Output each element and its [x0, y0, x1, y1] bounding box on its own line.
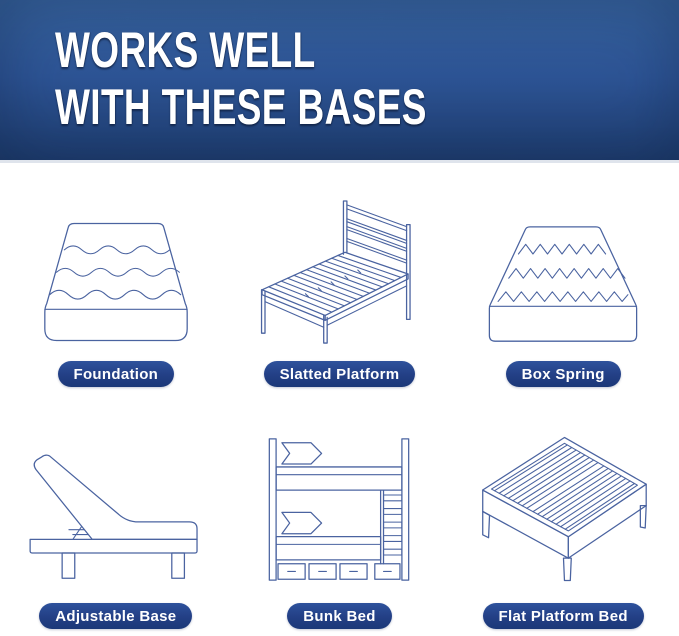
flat-platform-bed-label: Flat Platform Bed [483, 603, 644, 629]
base-card-foundation [4, 185, 228, 387]
bunk-bed-label: Bunk Bed [287, 603, 391, 629]
slatted-platform-icon [260, 185, 418, 347]
base-card-flat-platform-bed [451, 427, 675, 629]
page-title [55, 22, 427, 136]
title-line-2: WITH THESE BASES [55, 79, 427, 135]
base-card-slatted-platform [228, 185, 452, 387]
adjustable-base-label: Adjustable Base [39, 603, 192, 629]
base-card-adjustable-base [4, 427, 228, 629]
box-spring-icon [484, 185, 642, 347]
bases-grid [0, 163, 679, 629]
foundation-icon [38, 185, 194, 347]
flat-platform-bed-icon [473, 427, 653, 585]
slatted-platform-label: Slatted Platform [264, 361, 416, 387]
adjustable-base-icon [26, 427, 206, 585]
title-line-1: WORKS WELL [55, 22, 316, 78]
base-card-box-spring [451, 185, 675, 387]
base-card-bunk-bed [228, 427, 452, 629]
bunk-bed-icon [266, 427, 412, 585]
box-spring-label: Box Spring [506, 361, 621, 387]
foundation-label: Foundation [58, 361, 175, 387]
header-banner [0, 0, 679, 163]
